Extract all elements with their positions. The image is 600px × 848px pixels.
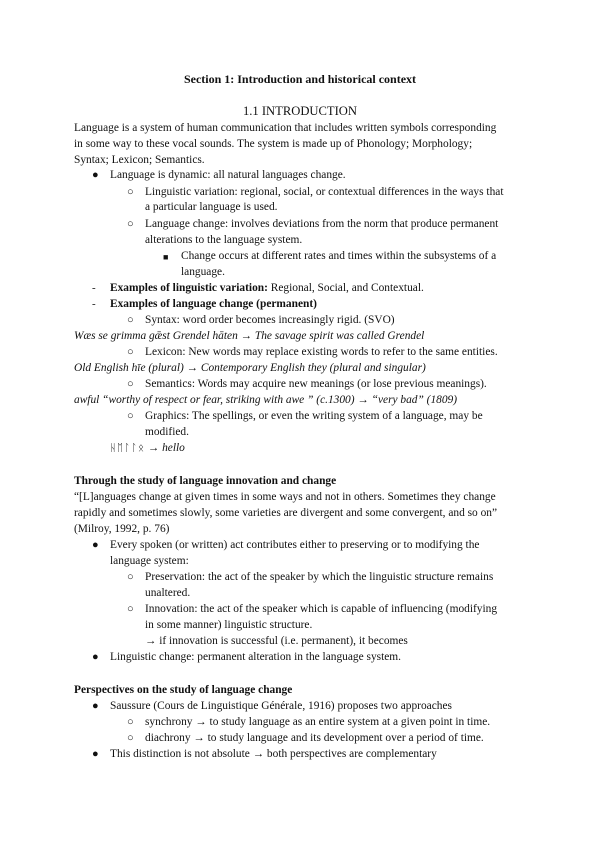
bullet-circle: ○ — [127, 314, 134, 326]
intro-line: Syntax; Lexicon; Semantics. — [74, 154, 205, 166]
runes-example — [110, 441, 185, 457]
list-item-change-def: Linguistic change: permanent alteration in the language system. — [110, 651, 402, 663]
bullet-square: ■ — [163, 252, 169, 262]
list-item-innovation: Innovation: the act of the speaker which is capable of influencing (modifying — [145, 603, 498, 615]
bullet-circle: ○ — [127, 410, 134, 422]
bullet-circle: ○ — [127, 346, 134, 358]
list-item-dynamic: Language is dynamic: all natural languages change. — [110, 169, 346, 181]
list-item-graphics: Graphics: The spellings, or even the writing system of a language, may be — [145, 410, 483, 422]
syntax-example: Wæs se grimma gǣst Grendel hāten → The savage spirit was called Grendel — [74, 330, 425, 342]
list-item-change: alterations to the language system. — [145, 234, 303, 246]
bullet-circle: ○ — [127, 716, 134, 728]
list-item-change: Language change: involves deviations from the norm that produce permanent — [145, 218, 499, 230]
list-item-act: language system: — [110, 555, 189, 567]
subsection-title: 1.1 INTRODUCTION — [242, 104, 358, 118]
semantics-example: awful “worthy of respect or fear, striking with awe ” (c.1300) → “very bad” (1809) — [74, 394, 458, 406]
examples-variation-label: Examples of linguistic variation: — [110, 282, 268, 294]
quote-line: rapidly and sometimes slowly, some varieties are divergent and some convergent, and so on” — [74, 507, 498, 519]
list-item-semantics: Semantics: Words may acquire new meanings (or lose previous meanings). — [145, 378, 487, 390]
section-title: Section 1: Introduction and historical context — [183, 72, 417, 86]
list-item-examples-variation — [110, 281, 424, 297]
intro-line: Language is a system of human communication that includes written symbols corresponding — [74, 122, 497, 134]
bullet-circle: ○ — [127, 378, 134, 390]
runes-text: ᚺᛖᛚᛚᛟ — [110, 443, 145, 454]
bullet-dash: - — [92, 298, 96, 310]
list-item-saussure: Saussure (Cours de Linguistique Générale, 1916) proposes two approaches — [110, 700, 452, 712]
bullet-circle: ○ — [127, 732, 134, 744]
list-item-synchrony: synchrony → to study language as an entire system at a given point in time. — [145, 716, 491, 728]
bullet-dot: ● — [92, 748, 99, 760]
list-item-innovation: in some manner) linguistic structure. — [145, 619, 313, 631]
quote-citation: (Milroy, 1992, p. 76) — [74, 523, 170, 535]
list-item-preservation: unaltered. — [145, 587, 191, 599]
bullet-circle: ○ — [127, 186, 134, 198]
list-item-examples-change: Examples of language change (permanent) — [110, 298, 317, 310]
list-item-diachrony: diachrony → to study language and its development over a period of time. — [145, 732, 484, 744]
list-item-graphics: modified. — [145, 426, 189, 438]
quote-line: “[L]anguages change at given times in some ways and not in others. Sometimes they change — [74, 491, 496, 503]
bullet-dot: ● — [92, 700, 99, 712]
bullet-circle: ○ — [127, 571, 134, 583]
bullet-circle: ○ — [127, 603, 134, 615]
bullet-circle: ○ — [127, 218, 134, 230]
list-item-syntax: Syntax: word order becomes increasingly rigid. (SVO) — [145, 314, 395, 326]
examples-variation-text: Regional, Social, and Contextual. — [267, 282, 424, 294]
bullet-dot: ● — [92, 539, 99, 551]
innovation-note: → if innovation is successful (i.e. permanent), it becomes — [145, 635, 408, 647]
heading-perspectives: Perspectives on the study of language change — [74, 684, 293, 696]
list-item-variation: a particular language is used. — [145, 201, 278, 213]
list-item-preservation: Preservation: the act of the speaker by which the linguistic structure remains — [145, 571, 494, 583]
heading-innovation-change: Through the study of language innovation and change — [74, 475, 337, 487]
bullet-dash: - — [92, 282, 96, 294]
lexicon-example: Old English hīe (plural) → Contemporary English they (plural and singular) — [74, 362, 426, 374]
bullet-dot: ● — [92, 169, 99, 181]
list-item-lexicon: Lexicon: New words may replace existing words to refer to the same entities. — [145, 346, 498, 358]
list-item-variation: Linguistic variation: regional, social, or contextual differences in the ways that — [145, 186, 504, 198]
runes-translation: → hello — [145, 442, 185, 454]
list-item-rates: Change occurs at different rates and times within the subsystems of a — [181, 250, 497, 262]
bullet-dot: ● — [92, 651, 99, 663]
list-item-rates: language. — [181, 266, 225, 278]
intro-line: in some way to these vocal sounds. The system is made up of Phonology; Morphology; — [74, 138, 473, 150]
list-item-act: Every spoken (or written) act contributes either to preserving or to modifying the — [110, 539, 480, 551]
list-item-distinction: This distinction is not absolute → both perspectives are complementary — [110, 748, 437, 760]
